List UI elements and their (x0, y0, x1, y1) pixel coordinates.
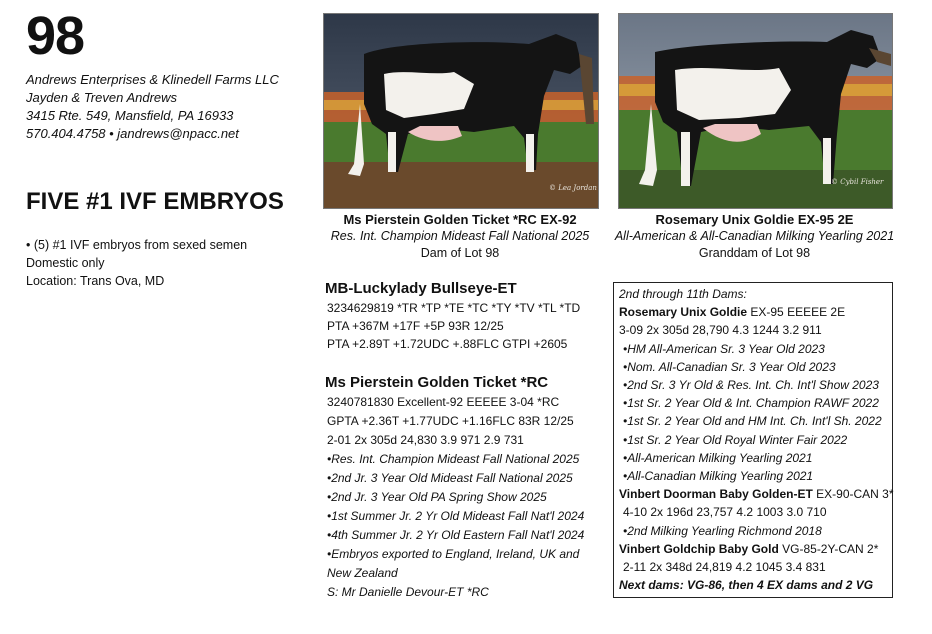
dam-award: •2nd Jr. 3 Year Old Mideast Fall National 2025 (327, 471, 573, 485)
lot-number: 98 (26, 6, 85, 66)
dam-section (325, 373, 584, 602)
granddam-photo-award: All-American & All-Canadian Milking Yearling 2021 (614, 229, 895, 243)
dam2-name: Rosemary Unix Goldie (619, 305, 748, 320)
dam-photo-award: Res. Int. Champion Mideast Fall National 2025 (330, 229, 590, 243)
dam-award: •Embryos exported to England, Ireland, UK and (327, 547, 580, 561)
dam-photo (323, 13, 599, 209)
photo-credit: © Cybil Fisher (831, 178, 884, 186)
dam-line: 3240781830 Excellent-92 EEEEE 3-04 *RC (327, 395, 560, 409)
consignor-contact: 570.404.4758 • jandrews@npacc.net (26, 126, 239, 141)
dam2-award: •1st Sr. 2 Year Old & Int. Champion RAWF 2022 (623, 396, 879, 411)
dam-award: •1st Summer Jr. 2 Yr Old Mideast Fall Nat'l 2024 (327, 509, 585, 523)
consignor-address: 3415 Rte. 549, Mansfield, PA 16933 (26, 108, 234, 123)
granddam-photo (618, 13, 893, 209)
dam2-award: •All-Canadian Milking Yearling 2021 (623, 469, 814, 484)
dam-photo-name: Ms Pierstein Golden Ticket *RC EX-92 (343, 212, 577, 227)
dam3-score: EX-90-CAN 3* (812, 487, 894, 502)
sire-section (325, 279, 580, 353)
dam-award: •Res. Int. Champion Mideast Fall National 2025 (327, 452, 580, 466)
consignor-names: Jayden & Treven Andrews (26, 90, 178, 105)
dam-line: GPTA +2.36T +1.77UDC +1.16FLC 83R 12/25 (327, 414, 574, 428)
granddam-photo-name: Rosemary Unix Goldie EX-95 2E (655, 212, 854, 227)
dam-name: Ms Pierstein Golden Ticket *RC (325, 374, 549, 391)
dam2-award: •HM All-American Sr. 3 Year Old 2023 (623, 341, 825, 356)
dam-award: •4th Summer Jr. 2 Yr Old Eastern Fall Nat'l 2024 (327, 528, 585, 542)
sire-line: PTA +2.89T +1.72UDC +.88FLC GTPI +2605 (327, 337, 568, 351)
dam3-record: 4-10 2x 196d 23,757 4.2 1003 3.0 710 (623, 505, 827, 520)
next-dams: Next dams: VG-86, then 4 EX dams and 2 VG (619, 578, 874, 593)
offering-detail: Location: Trans Ova, MD (26, 274, 165, 288)
dam2-award: •Nom. All-Canadian Sr. 3 Year Old 2023 (623, 359, 836, 374)
dam2-score: EX-95 EEEEE 2E (747, 305, 846, 320)
photo-credit: © Lea Jordan (549, 184, 597, 192)
dam3-award: •2nd Milking Yearling Richmond 2018 (623, 523, 822, 538)
offering-title: FIVE #1 IVF EMBRYOS (26, 188, 284, 215)
offering-detail: • (5) #1 IVF embryos from sexed semen (26, 238, 248, 252)
pedigree-box (613, 282, 893, 598)
granddam-photo-relation: Granddam of Lot 98 (698, 246, 811, 260)
dam-award: •2nd Jr. 3 Year Old PA Spring Show 2025 (327, 490, 547, 504)
dam3-name: Vinbert Doorman Baby Golden-ET (619, 487, 813, 502)
dam-photo-caption (318, 211, 602, 262)
pedigree-heading: 2nd through 11th Dams: (619, 287, 747, 301)
dam-photo-relation: Dam of Lot 98 (420, 246, 500, 260)
sire-line: PTA +367M +17F +5P 93R 12/25 (327, 319, 504, 333)
consignor-farm: Andrews Enterprises & Klinedell Farms LLC (26, 72, 279, 87)
dam-sire-line: S: Mr Danielle Devour-ET *RC (327, 585, 489, 599)
dam4-record: 2-11 2x 348d 24,819 4.2 1045 3.4 831 (623, 560, 826, 575)
dam4-header (619, 540, 892, 558)
dam2-award: •All-American Milking Yearling 2021 (623, 450, 813, 465)
sire-line: 3234629819 *TR *TP *TE *TC *TY *TV *TL *TD (327, 301, 581, 315)
dam2-header (619, 303, 892, 321)
dam2-record: 3-09 2x 305d 28,790 4.3 1244 3.2 911 (619, 323, 822, 338)
dam2-award: •1st Sr. 2 Year Old Royal Winter Fair 2022 (623, 432, 848, 447)
consignor-info (26, 71, 279, 143)
dam-award: New Zealand (327, 566, 398, 580)
offering-detail: Domestic only (26, 256, 105, 270)
sire-name: MB-Luckylady Bullseye-ET (325, 280, 517, 297)
dam4-name: Vinbert Goldchip Baby Gold (619, 541, 779, 556)
dam2-award: •1st Sr. 2 Year Old and HM Int. Ch. Int'l Sh. 2022 (623, 414, 882, 429)
granddam-photo-caption (598, 211, 911, 262)
dam-line: 2-01 2x 305d 24,830 3.9 971 2.9 731 (327, 433, 524, 447)
offering-details (26, 236, 247, 290)
dam2-award: •2nd Sr. 3 Yr Old & Res. Int. Ch. Int'l Show 2023 (623, 378, 879, 393)
dam4-score: VG-85-2Y-CAN 2* (778, 541, 879, 556)
dam3-header (619, 485, 892, 503)
